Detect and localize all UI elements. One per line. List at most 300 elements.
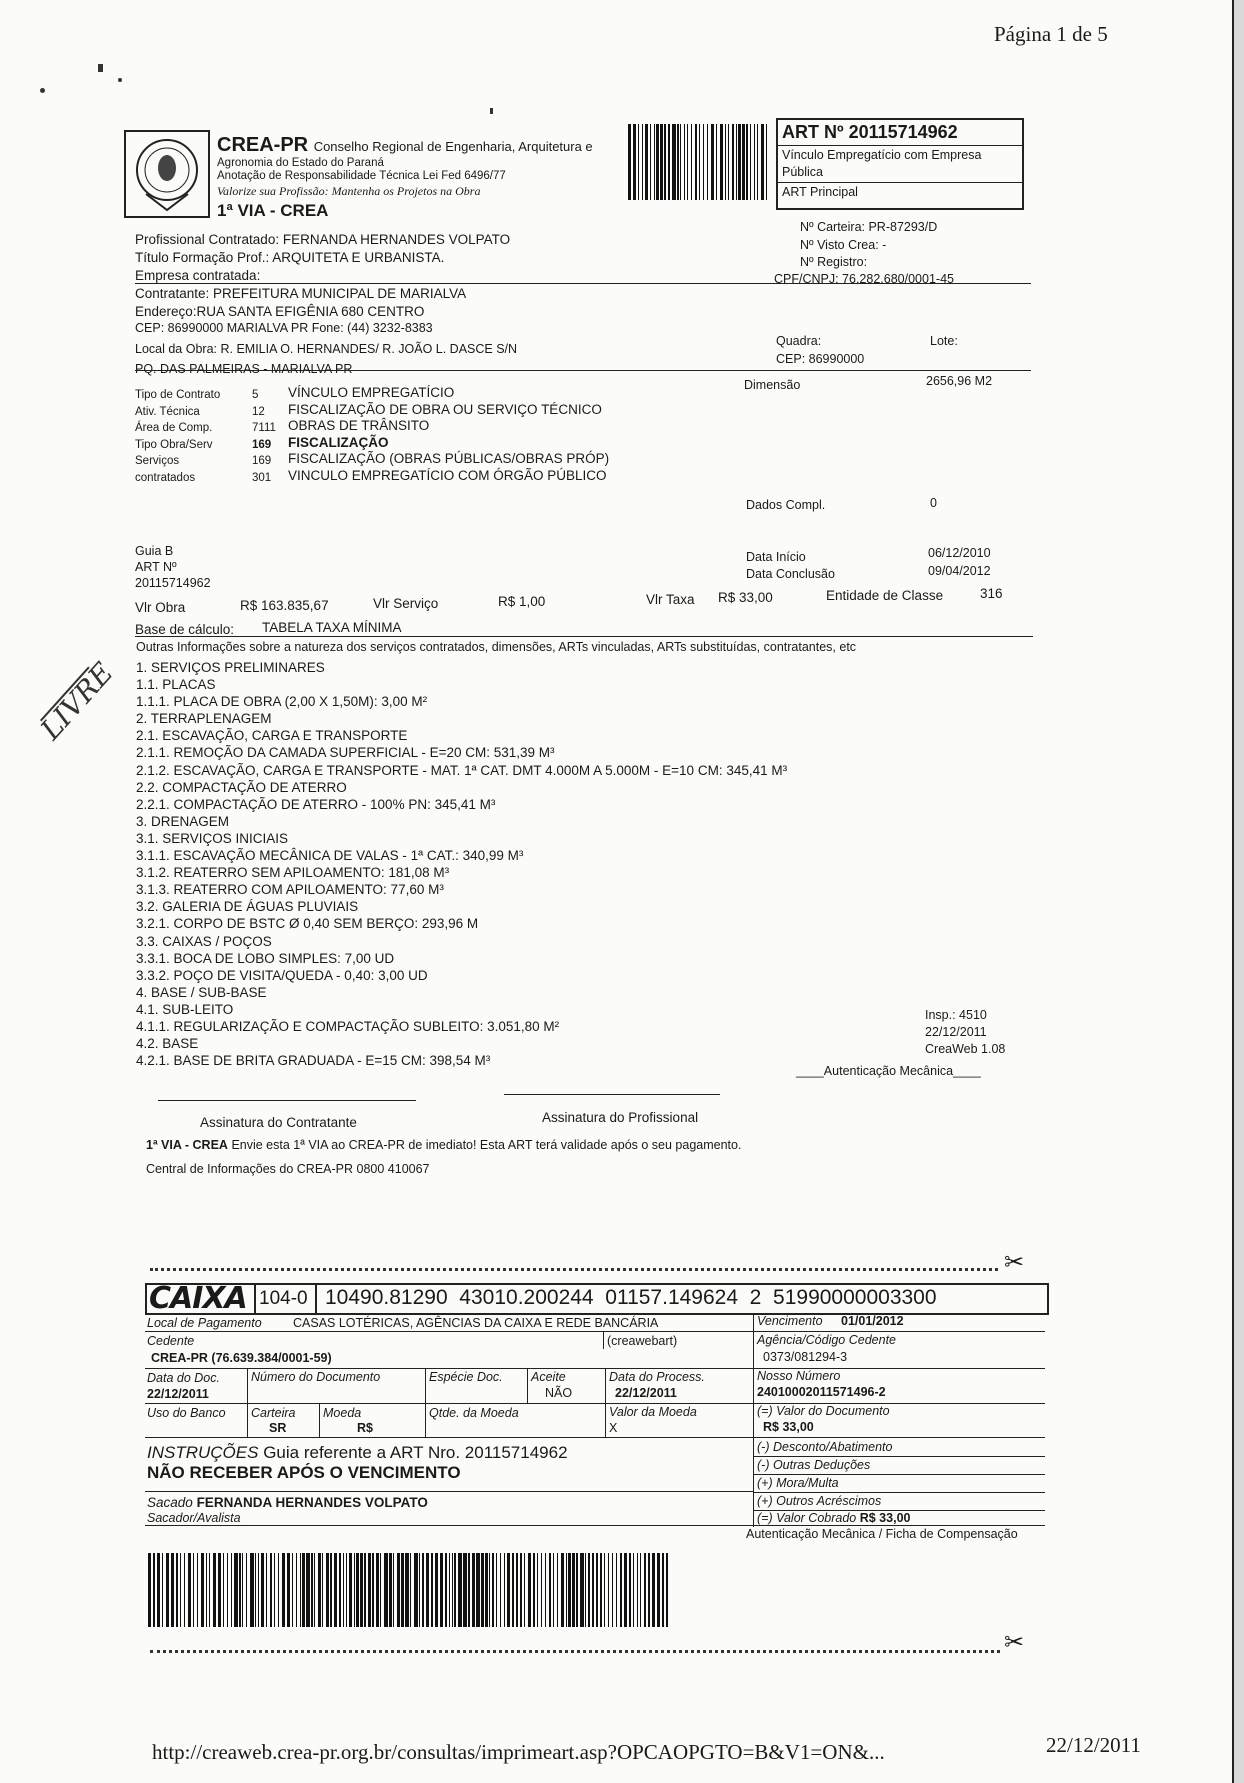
- barcode-bar: [314, 1553, 315, 1627]
- crea-title: [217, 134, 593, 157]
- barcode-bar: [600, 1553, 602, 1627]
- list-item: 3. DRENAGEM: [136, 813, 230, 829]
- creawebart: (creawebart): [607, 1334, 678, 1348]
- barcode-bar: [746, 124, 747, 200]
- barcode-bar: [287, 1553, 290, 1627]
- barcode-bar: [372, 1553, 373, 1627]
- barcode-bar: [604, 1553, 605, 1627]
- empresa-contratada: Empresa contratada:: [135, 268, 261, 283]
- barcode-bar: [664, 124, 665, 200]
- local-pagamento-label: Local de Pagamento: [147, 1316, 262, 1330]
- cep: CEP: 86990000 MARIALVA PR Fone: (44) 3232-8383: [135, 321, 433, 335]
- barcode-bar: [553, 1553, 554, 1627]
- scissors-icon: ✂: [1004, 1629, 1025, 1656]
- col-sep: [527, 1368, 528, 1403]
- list-item: 3.1. SERVIÇOS INICIAIS: [136, 830, 289, 846]
- barcode-bar: [223, 1553, 224, 1627]
- contratante: Contratante: PREFEITURA MUNICIPAL DE MARIALVA: [135, 286, 467, 301]
- barcode-bar: [668, 124, 669, 200]
- barcode-bar: [568, 1553, 570, 1627]
- barcode-bar: [397, 1553, 399, 1627]
- barcode-bar: [343, 1553, 344, 1627]
- barcode-bar: [426, 1553, 429, 1627]
- barcode-bar: [657, 1553, 660, 1627]
- code: 301: [252, 471, 272, 484]
- label: contratados: [135, 471, 196, 484]
- barcode-bar: [261, 1553, 264, 1627]
- list-item: 4. BASE / SUB-BASE: [136, 984, 267, 1000]
- speck: [118, 78, 122, 82]
- vencimento-label: Vencimento: [757, 1314, 823, 1328]
- crea-seal-icon: [126, 132, 208, 216]
- data-process-label: Data do Process.: [609, 1370, 705, 1384]
- dados-compl-value: 0: [930, 496, 937, 510]
- barcode-bar: [691, 124, 692, 200]
- barcode-bar: [468, 1553, 469, 1627]
- via-text: Envie esta 1ª VIA ao CREA-PR de imediato! Esta ART terá validade após o seu pagamento.: [231, 1138, 742, 1152]
- barcode-bar: [489, 1553, 490, 1627]
- barcode-bar: [616, 1553, 617, 1627]
- carteira: SR: [269, 1421, 287, 1435]
- art-desc: Anotação de Responsabilidade Técnica Lei Fed 6496/77: [217, 170, 506, 182]
- dimensao-label: Dimensão: [744, 378, 801, 392]
- guia-line2: ART Nº: [135, 560, 177, 574]
- barcode-bar: [524, 1553, 525, 1627]
- barcode-bar: [213, 1553, 216, 1627]
- footer-url: http://creaweb.crea-pr.org.br/consultas/imprimeart.asp?OPCAOPGTO=B&V1=ON&...: [152, 1740, 885, 1764]
- barcode-bar: [166, 1553, 169, 1627]
- barcode-bar: [566, 1553, 567, 1627]
- barcode-bar: [242, 1553, 243, 1627]
- instrucoes: [147, 1443, 568, 1463]
- nosso-numero-label: Nosso Número: [757, 1369, 841, 1383]
- barcode-bar: [561, 1553, 564, 1627]
- label: Área de Comp.: [135, 422, 213, 434]
- barcode-bar: [695, 124, 697, 200]
- insp-line1: Insp.: 4510: [925, 1008, 987, 1022]
- cut-line: [150, 1268, 998, 1271]
- barcode-bar: [757, 124, 758, 200]
- nao-receber: NÃO RECEBER APÓS O VENCIMENTO: [147, 1463, 461, 1482]
- list-item: 4.1. SUB-LEITO: [136, 1001, 234, 1017]
- barcode-bar: [431, 1553, 433, 1627]
- barcode-bar: [608, 1553, 609, 1627]
- barcode-bar: [201, 1553, 204, 1627]
- signature-line-profissional: [504, 1094, 720, 1095]
- cpf-cnpj: CPF/CNPJ: 76.282.680/0001-45: [774, 272, 954, 286]
- barcode-bar: [728, 124, 729, 200]
- moeda-label: Moeda: [323, 1406, 362, 1420]
- barcode-bar: [504, 1553, 505, 1627]
- data-doc: 22/12/2011: [147, 1387, 209, 1401]
- barcode-bar: [153, 1553, 155, 1627]
- barcode-bar: [349, 1553, 352, 1627]
- data-conclusao-label: Data Conclusão: [746, 567, 835, 581]
- barcode-bar: [246, 1553, 247, 1627]
- data-inicio-label: Data Início: [746, 550, 806, 564]
- aceite-label: Aceite: [531, 1370, 566, 1384]
- barcode-bar: [302, 1553, 304, 1627]
- nosso-numero: 24010002011571496-2: [757, 1385, 886, 1399]
- barcode-bar: [588, 1553, 590, 1627]
- barcode-bar: [184, 1553, 185, 1627]
- barcode-bar: [188, 1553, 191, 1627]
- sacador-label: Sacador/Avalista: [147, 1511, 241, 1525]
- entidade-label: Entidade de Classe: [826, 588, 944, 603]
- list-item: 3.1.1. ESCAVAÇÃO MECÂNICA DE VALAS - 1ª CAT.: 340,99 M³: [136, 848, 524, 864]
- barcode-bar: [666, 1553, 668, 1627]
- scissors-icon: ✂: [1004, 1249, 1025, 1276]
- agencia-label: Agência/Código Cedente: [757, 1333, 896, 1347]
- barcode-bar: [445, 1553, 447, 1627]
- barcode-bar: [162, 1553, 163, 1627]
- barcode-bar: [414, 1553, 417, 1627]
- profissional-contratado: Profissional Contratado: FERNANDA HERNANDES VOLPATO: [135, 232, 511, 247]
- visto-crea: Nº Visto Crea: -: [800, 238, 887, 252]
- cut-line: [150, 1650, 1000, 1653]
- local-obra: Local da Obra: R. EMILIA O. HERNANDES/ R. JOÃO L. DASCE S/N: [135, 342, 518, 356]
- instrucoes-text: Guia referente a ART Nro. 20115714962: [263, 1443, 568, 1462]
- vlr-servico-label: Vlr Serviço: [373, 596, 439, 611]
- barcode-bar: [677, 124, 678, 200]
- barcode-bar: [528, 1553, 531, 1627]
- barcode-bar: [638, 124, 639, 200]
- outros-acrescimos: (+) Outros Acréscimos: [757, 1494, 882, 1508]
- barcode-bar: [545, 1553, 546, 1627]
- rule: [145, 1525, 1045, 1526]
- barcode-bar: [660, 124, 662, 200]
- barcode-bar: [278, 1553, 279, 1627]
- barcode-bar: [300, 1553, 301, 1627]
- page-number: Página 1 de 5: [994, 22, 1108, 46]
- barcode-bar: [732, 124, 734, 200]
- barcode-bar: [292, 1553, 293, 1627]
- outras-heading: Outras Informações sobre a natureza dos serviços contratados, dimensões, ARTs vinculadas, ARTs substituídas, contratantes, etc: [136, 640, 857, 654]
- list-item: 2.2. COMPACTAÇÃO DE ATERRO: [136, 779, 347, 795]
- art-box-line2: Pública: [782, 165, 823, 179]
- especie-doc-label: Espécie Doc.: [429, 1370, 503, 1384]
- list-item: 1.1. PLACAS: [136, 677, 216, 693]
- via-bold: 1ª VIA - CREA: [146, 1138, 228, 1152]
- outras-deducoes: (-) Outras Deduções: [757, 1458, 871, 1472]
- label: Serviços: [135, 455, 180, 467]
- signature-line-contratante: [158, 1100, 416, 1101]
- barcode-bar: [541, 1553, 542, 1627]
- art-box-line3: ART Principal: [782, 185, 858, 199]
- barcode-bar: [472, 1553, 474, 1627]
- carteira-label: Carteira: [251, 1406, 296, 1420]
- list-item: 4.2. BASE: [136, 1036, 199, 1052]
- endereco: Endereço:RUA SANTA EFIGÊNIA 680 CENTRO: [135, 304, 425, 319]
- outras-list: [136, 659, 787, 1069]
- barcode-bar: [360, 1553, 362, 1627]
- barcode-bar: [419, 1553, 420, 1627]
- barcode-bar: [346, 1553, 347, 1627]
- barcode-bar: [585, 1553, 586, 1627]
- barcode-bar: [725, 124, 726, 200]
- autenticacao-ficha: Autenticação Mecânica / Ficha de Compensação: [746, 1527, 1018, 1541]
- barcode-bar: [234, 1553, 237, 1627]
- registro: Nº Registro:: [800, 255, 868, 269]
- quadra: Quadra:: [776, 334, 822, 348]
- barcode-bar: [572, 1553, 574, 1627]
- speck: [490, 108, 493, 114]
- divider: [254, 1285, 256, 1313]
- rule: [145, 1331, 1045, 1332]
- barcode-bar: [376, 1553, 378, 1627]
- barcode-bar: [736, 124, 737, 200]
- via-title: 1ª VIA - CREA: [217, 201, 329, 220]
- assinatura-profissional: Assinatura do Profissional: [542, 1110, 699, 1125]
- data-conclusao: 09/04/2012: [928, 564, 991, 578]
- valor-cobrado-label: (=) Valor Cobrado: [757, 1511, 857, 1525]
- barcode-bar: [380, 1553, 381, 1627]
- barcode-bar: [520, 1553, 522, 1627]
- barcode-bar: [452, 1553, 453, 1627]
- org-name: CREA-PR: [217, 134, 309, 156]
- value: FISCALIZAÇÃO DE OBRA OU SERVIÇO TÉCNICO: [288, 401, 602, 417]
- list-item: 2.1.1. REMOÇÃO DA CAMADA SUPERFICIAL - E=20 CM: 531,39 M³: [136, 745, 555, 761]
- rule: [753, 1492, 1045, 1493]
- code: 7111: [252, 422, 276, 434]
- barcode-bar: [738, 124, 740, 200]
- barcode-bar: [687, 124, 688, 200]
- barcode-bar: [282, 1553, 285, 1627]
- rule: [145, 1403, 1045, 1404]
- cedente-label: Cedente: [147, 1334, 195, 1348]
- barcode-bar: [306, 1553, 309, 1627]
- value: VINCULO EMPREGATÍCIO COM ÓRGÃO PÚBLICO: [288, 467, 607, 483]
- art-box-line1: Vínculo Empregatício com Empresa: [782, 148, 982, 162]
- barcode-bar: [227, 1553, 228, 1627]
- vlr-servico: R$ 1,00: [498, 594, 546, 609]
- barcode-bar: [318, 1553, 320, 1627]
- barcode-bar: [533, 1553, 535, 1627]
- divider: [135, 283, 1031, 284]
- barcode-bar: [633, 124, 636, 200]
- barcode-bar: [326, 1553, 328, 1627]
- barcode-bar: [322, 1553, 323, 1627]
- bottom-barcode: [148, 1553, 696, 1627]
- barcode-bar: [239, 1553, 240, 1627]
- barcode-bar: [537, 1553, 538, 1627]
- label: Tipo de Contrato: [135, 389, 221, 401]
- barcode-bar: [209, 1553, 210, 1627]
- valor-doc: R$ 33,00: [763, 1420, 814, 1434]
- barcode-bar: [716, 124, 717, 200]
- barcode-bar: [266, 1553, 267, 1627]
- barcode-bar: [485, 1553, 487, 1627]
- barcode-bar: [672, 124, 675, 200]
- bairro: PQ. DAS PALMEIRAS - MARIALVA PR: [135, 362, 353, 376]
- barcode-bar: [435, 1553, 438, 1627]
- barcode-bar: [148, 1553, 151, 1627]
- data-inicio: 06/12/2010: [928, 546, 991, 560]
- barcode-bar: [645, 124, 648, 200]
- barcode-bar: [393, 1553, 394, 1627]
- data-doc-label: Data do Doc.: [147, 1371, 220, 1385]
- barcode-bar: [206, 1553, 207, 1627]
- linha-digitavel: 10490.81290 43010.200244 01157.149624 2 51990000003300: [325, 1286, 937, 1309]
- code: 169: [252, 438, 272, 451]
- list-item: 3.3. CAIXAS / POÇOS: [136, 933, 272, 949]
- desconto: (-) Desconto/Abatimento: [757, 1440, 893, 1454]
- list-item: 3.2. GALERIA DE ÁGUAS PLUVIAIS: [136, 899, 359, 915]
- value: OBRAS DE TRÂNSITO: [288, 418, 430, 433]
- barcode-bar: [157, 1553, 160, 1627]
- col-sep: [605, 1368, 606, 1437]
- mora-multa: (+) Mora/Multa: [757, 1476, 839, 1490]
- titulo-formacao: Título Formação Prof.: ARQUITETA E URBANISTA.: [135, 250, 445, 265]
- barcode-bar: [628, 124, 631, 200]
- barcode-bar: [354, 1553, 355, 1627]
- contrato-labels: [135, 387, 220, 486]
- org-desc2: Agronomia do Estado do Paraná: [217, 157, 384, 169]
- barcode-bar: [197, 1553, 198, 1627]
- barcode-bar: [576, 1553, 577, 1627]
- barcode-bar: [330, 1553, 332, 1627]
- assinatura-contratante: Assinatura do Contratante: [200, 1115, 357, 1130]
- local-pagamento-value: CASAS LOTÉRICAS, AGÊNCIAS DA CAIXA E REDE BANCÁRIA: [293, 1316, 659, 1330]
- barcode-bar: [258, 1553, 259, 1627]
- barcode-bar: [364, 1553, 365, 1627]
- barcode-bar: [640, 1553, 641, 1627]
- uso-banco-label: Uso do Banco: [147, 1406, 226, 1420]
- art-box: [776, 118, 1024, 210]
- barcode-bar: [449, 1553, 450, 1627]
- list-item: 2.2.1. COMPACTAÇÃO DE ATERRO - 100% PN: 345,41 M³: [136, 796, 496, 812]
- valor-doc-label: (=) Valor do Documento: [757, 1404, 890, 1418]
- barcode-bar: [612, 1553, 613, 1627]
- list-item: 2.1.2. ESCAVAÇÃO, CARGA E TRANSPORTE - MAT. 1ª CAT. DMT 4.000M A 5.000M - E=10 CM: 345,41 M³: [136, 762, 788, 778]
- barcode-bar: [507, 1553, 510, 1627]
- barcode-bar: [296, 1553, 297, 1627]
- barcode-bar: [356, 1553, 358, 1627]
- sacado-label: Sacado: [147, 1495, 193, 1510]
- barcode-bar: [231, 1553, 232, 1627]
- lote: Lote:: [930, 334, 958, 348]
- art-box-divider: [778, 145, 1022, 146]
- barcode-bar: [512, 1553, 514, 1627]
- rule: [753, 1456, 1045, 1457]
- value: VÍNCULO EMPREGATÍCIO: [288, 385, 455, 400]
- barcode-bar: [652, 1553, 655, 1627]
- barcode-bar: [384, 1553, 387, 1627]
- barcode-bar: [463, 1553, 466, 1627]
- cedente-value: CREA-PR (76.639.384/0001-59): [151, 1351, 332, 1365]
- barcode-bar: [476, 1553, 479, 1627]
- art-number: ART Nº 20115714962: [782, 122, 958, 142]
- vlr-taxa: R$ 33,00: [718, 590, 773, 605]
- boleto-header: [145, 1283, 1049, 1315]
- barcode-bar: [516, 1553, 518, 1627]
- barcode-bar: [684, 124, 685, 200]
- col-sep: [603, 1331, 604, 1349]
- valor-moeda: X: [609, 1421, 618, 1435]
- barcode-bar: [255, 1553, 256, 1627]
- base-calculo-label: Base de cálculo:: [135, 622, 235, 637]
- barcode-bar: [176, 1553, 178, 1627]
- barcode-bar: [750, 124, 751, 200]
- value: FISCALIZAÇÃO: [288, 434, 389, 450]
- rule: [145, 1368, 1045, 1369]
- label: Ativ. Técnica: [135, 405, 200, 418]
- barcode-bar: [481, 1553, 483, 1627]
- barcode-bar: [624, 1553, 627, 1627]
- barcode-bar: [405, 1553, 408, 1627]
- barcode-bar: [703, 124, 704, 200]
- barcode-bar: [180, 1553, 181, 1627]
- barcode-bar: [742, 124, 744, 200]
- autenticacao-mecanica: ____Autenticação Mecânica____: [796, 1064, 981, 1078]
- divider: [315, 1285, 317, 1313]
- barcode-bar: [654, 124, 655, 200]
- barcode-bar: [720, 124, 723, 200]
- via-instrucao: [146, 1138, 741, 1152]
- barcode-bar: [410, 1553, 411, 1627]
- barcode-bar: [250, 1553, 253, 1627]
- barcode-bar: [680, 124, 681, 200]
- barcode-bar: [557, 1553, 558, 1627]
- col-sep: [247, 1368, 248, 1437]
- barcode-bar: [662, 1553, 664, 1627]
- code: 5: [252, 389, 259, 401]
- barcode-bar: [644, 1553, 646, 1627]
- barcode-bar: [596, 1553, 598, 1627]
- barcode-bar: [648, 1553, 650, 1627]
- col-sep: [753, 1313, 754, 1527]
- barcode-bar: [549, 1553, 551, 1627]
- slogan: Valorize sua Profissão: Mantenha os Projetos na Obra: [217, 184, 481, 198]
- list-item: 3.2.1. CORPO DE BSTC Ø 0,40 SEM BERÇO: 293,96 M: [136, 916, 479, 932]
- rule: [753, 1474, 1045, 1475]
- value: FISCALIZAÇÃO (OBRAS PÚBLICAS/OBRAS PRÓP): [288, 451, 610, 466]
- qtde-moeda-label: Qtde. da Moeda: [429, 1406, 519, 1420]
- barcode-bar: [711, 124, 714, 200]
- insp-line2: 22/12/2011: [925, 1025, 987, 1039]
- divider: [135, 370, 1031, 371]
- dimensao-value: 2656,96 M2: [926, 374, 993, 388]
- insp-line3: CreaWeb 1.08: [925, 1042, 1006, 1056]
- divider: [135, 636, 1033, 637]
- list-item: 4.2.1. BASE DE BRITA GRADUADA - E=15 CM: 398,54 M³: [136, 1053, 491, 1069]
- barcode-bar: [368, 1553, 370, 1627]
- barcode-bar: [458, 1553, 461, 1627]
- barcode-bar: [500, 1553, 501, 1627]
- guia-line1: Guia B: [135, 544, 174, 558]
- num-doc-label: Número do Documento: [251, 1370, 381, 1384]
- list-item: 1. SERVIÇOS PRELIMINARES: [136, 660, 325, 675]
- carteira: Nº Carteira: PR-87293/D: [800, 220, 938, 234]
- crea-seal: [124, 130, 210, 218]
- list-item: 3.1.2. REATERRO SEM APILOAMENTO: 181,08 M³: [136, 865, 450, 881]
- footer-date: 22/12/2011: [1046, 1733, 1141, 1757]
- art-box-divider: [778, 182, 1022, 183]
- barcode-bar: [650, 124, 651, 200]
- barcode-bar: [171, 1553, 174, 1627]
- col-sep: [425, 1368, 426, 1403]
- base-calculo-value: TABELA TAXA MÍNIMA: [262, 620, 402, 635]
- moeda: R$: [357, 1421, 373, 1435]
- central-info: Central de Informações do CREA-PR 0800 410067: [146, 1162, 430, 1176]
- barcode-bar: [629, 1553, 631, 1627]
- rule: [145, 1437, 1045, 1438]
- barcode-bar: [401, 1553, 403, 1627]
- list-item: 2.1. ESCAVAÇÃO, CARGA E TRANSPORTE: [136, 728, 408, 744]
- list-item: 1.1.1. PLACA DE OBRA (2,00 X 1,50M): 3,00 M²: [136, 694, 428, 710]
- barcode-bar: [193, 1553, 194, 1627]
- list-item: 4.1.1. REGULARIZAÇÃO E COMPACTAÇÃO SUBLEITO: 3.051,80 M²: [136, 1018, 560, 1034]
